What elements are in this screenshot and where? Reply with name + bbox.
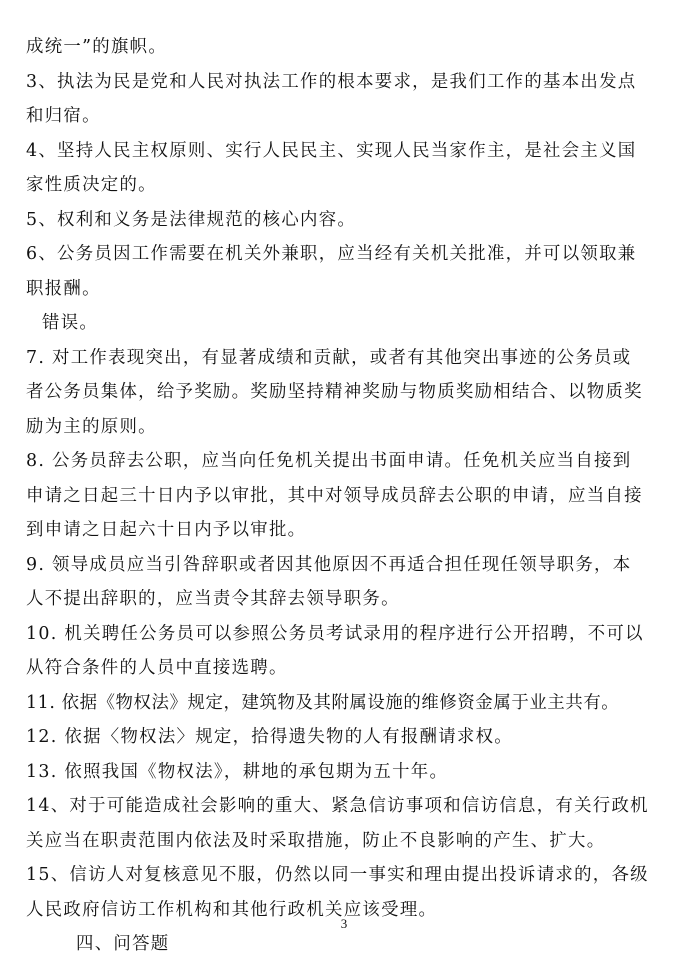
text-line: 13. 依照我国《物权法》，耕地的承包期为五十年。 — [26, 761, 449, 782]
text-line: 家性质决定的。 — [26, 175, 157, 195]
page-number: 3 — [340, 916, 348, 931]
text-line: 职报酬。 — [26, 278, 101, 299]
text-line: 成统一”的旗帜。 — [26, 37, 168, 57]
document-body — [26, 30, 662, 962]
section-heading: 四、问答题 — [76, 934, 170, 954]
text-line: 6、公务员因工作需要在机关外兼职，应当经有关机关批准，并可以领取兼 — [26, 244, 637, 264]
answer-label: 错误。 — [42, 313, 99, 333]
text-line: 8. 公务员辞去公职，应当向任免机关提出书面申请。任免机关应当自接到 — [26, 451, 632, 471]
text-line: 3、执法为民是党和人民对执法工作的根本要求，是我们工作的基本出发点 — [26, 71, 637, 92]
text-line: 关应当在职责范围内依法及时采取措施，防止不良影响的产生、扩大。 — [26, 830, 606, 851]
text-line: 9. 领导成员应当引咎辞职或者因其他原因不再适合担任现任领导职务，本 — [26, 554, 632, 575]
text-line: 励为主的原则。 — [26, 416, 157, 437]
text-line: 7. 对工作表现突出，有显著成绩和贡献，或者有其他突出事迹的公务员或 — [26, 347, 632, 368]
text-line: 和归宿。 — [26, 106, 101, 126]
text-line: 者公务员集体，给予奖励。奖励坚持精神奖励与物质奖励相结合、以物质奖 — [26, 382, 643, 402]
text-line: 5、权利和义务是法律规范的核心内容。 — [26, 209, 357, 230]
text-line: 4、坚持人民主权原则、实行人民民主、实现人民当家作主，是社会主义国 — [26, 140, 637, 161]
text-line: 从符合条件的人员中直接选聘。 — [26, 658, 288, 678]
text-line: 到申请之日起六十日内予以审批。 — [26, 520, 307, 540]
text-line: 11. 依据《物权法》规定，建筑物及其附属设施的维修资金属于业主共有。 — [26, 692, 620, 713]
text-line: 人不提出辞职的，应当责令其辞去领导职务。 — [26, 589, 400, 609]
text-line: 申请之日起三十日内予以审批，其中对领导成员辞去公职的申请，应当自接 — [26, 485, 643, 506]
text-line: 14、对于可能造成社会影响的重大、紧急信访事项和信访信息，有关行政机 — [26, 796, 649, 816]
text-line: 人民政府信访工作机构和其他行政机关应该受理。 — [26, 899, 438, 920]
text-line: 12. 依据〈物权法〉规定，拾得遗失物的人有报酬请求权。 — [26, 727, 513, 747]
text-line: 10. 机关聘任公务员可以参照公务员考试录用的程序进行公开招聘，不可以 — [26, 623, 644, 644]
text-line: 15、信访人对复核意见不服，仍然以同一事实和理由提出投诉请求的，各级 — [26, 865, 649, 885]
